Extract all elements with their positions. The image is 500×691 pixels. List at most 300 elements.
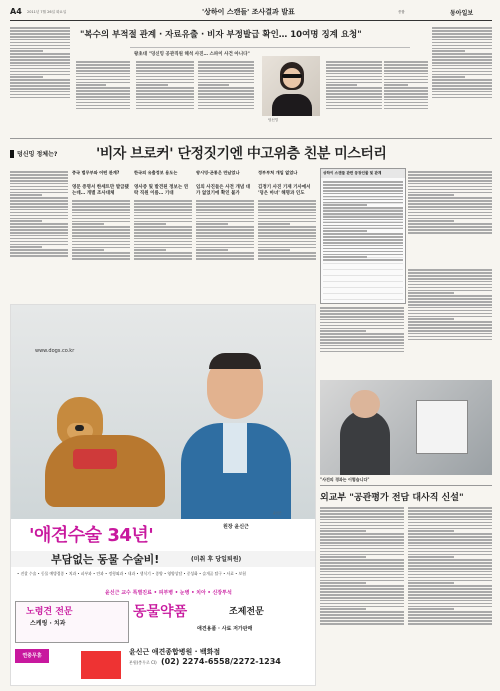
body-text-line — [384, 96, 428, 98]
body-text-line — [10, 232, 68, 234]
body-text-line — [198, 108, 254, 110]
body-text-line — [408, 333, 492, 335]
body-text-line — [320, 307, 404, 309]
body-text-line — [408, 318, 454, 320]
body-text-line — [76, 99, 130, 101]
bottom-story-col-2 — [408, 506, 492, 681]
top-story-col-1 — [76, 60, 130, 132]
body-text-line — [432, 59, 492, 61]
body-text-line — [408, 281, 492, 283]
body-text-line — [320, 533, 404, 535]
body-text-line — [320, 513, 404, 515]
body-text-line — [432, 91, 492, 93]
body-text-line — [320, 322, 404, 324]
body-text-line — [10, 171, 68, 173]
body-text-line — [323, 190, 403, 192]
section-title: '상하이 스캔들' 조사결과 발표 — [202, 8, 295, 16]
body-text-line — [432, 36, 492, 38]
body-text-line — [76, 61, 130, 63]
body-text-line — [432, 85, 492, 87]
body-text-line — [323, 202, 403, 204]
body-text-line — [76, 102, 130, 104]
body-text-line — [408, 542, 492, 544]
body-text-line — [258, 229, 316, 231]
body-text-line — [408, 215, 492, 217]
body-text-line — [196, 244, 254, 246]
body-text-line — [408, 513, 492, 515]
date-line: 2011년 7월 26일 화요일 — [27, 10, 67, 14]
lead-continued-col-1 — [320, 306, 404, 376]
body-text-line — [408, 623, 492, 625]
body-text-line — [408, 525, 492, 527]
body-text-line — [408, 530, 454, 532]
bottom-story-col-1 — [320, 506, 404, 681]
body-text-line — [198, 64, 254, 66]
body-text-line — [432, 42, 492, 44]
body-text-line — [136, 84, 168, 86]
body-text-line — [432, 65, 492, 67]
body-text-line — [136, 82, 194, 84]
body-text-line — [408, 617, 492, 619]
body-text-line — [408, 174, 492, 176]
body-text-line — [408, 183, 492, 185]
body-text-line — [408, 218, 492, 220]
body-text-line — [408, 594, 492, 596]
body-text-line — [320, 585, 404, 587]
body-text-line — [408, 620, 492, 622]
body-text-line — [408, 580, 492, 582]
body-text-line — [72, 252, 130, 254]
body-text-line — [196, 203, 254, 205]
body-text-line — [320, 333, 404, 335]
body-text-line — [258, 238, 316, 240]
body-text-line — [72, 247, 130, 249]
body-text-line — [408, 528, 492, 530]
body-text-line — [408, 189, 492, 191]
body-text-line — [320, 577, 404, 579]
kicker-marker — [10, 150, 14, 158]
body-text-line — [326, 84, 357, 86]
body-text-line — [408, 591, 492, 593]
body-text-line — [323, 236, 403, 238]
body-text-line — [76, 90, 130, 92]
body-text-line — [10, 238, 68, 240]
body-text-line — [408, 324, 492, 326]
body-text-line — [408, 507, 492, 509]
body-text-line — [134, 241, 192, 243]
body-text-line — [196, 232, 254, 234]
body-text-line — [196, 238, 254, 240]
body-text-line — [10, 71, 70, 73]
body-text-line — [134, 226, 192, 228]
body-text-line — [320, 591, 404, 593]
body-text-line — [320, 623, 404, 625]
body-text-line — [432, 71, 492, 73]
body-text-line — [10, 91, 70, 93]
body-text-line — [136, 99, 194, 101]
body-text-line — [196, 223, 228, 225]
body-text-line — [323, 199, 403, 201]
body-text-line — [326, 87, 382, 89]
body-text-line — [408, 562, 492, 564]
body-text-line — [134, 221, 192, 223]
body-text-line — [76, 105, 130, 107]
body-text-line — [136, 102, 194, 104]
body-text-line — [323, 245, 403, 247]
body-text-line — [432, 48, 492, 50]
body-text-line — [76, 82, 130, 84]
body-text-line — [10, 85, 70, 87]
body-text-line — [320, 348, 404, 350]
body-text-line — [198, 73, 254, 75]
body-text-line — [320, 571, 404, 573]
body-text-line — [136, 67, 194, 69]
doctor-illustration — [177, 345, 297, 519]
holiday-text: 연중무휴 — [22, 653, 42, 659]
body-text-line — [10, 252, 68, 254]
body-text-line — [10, 177, 68, 179]
body-text-line — [320, 565, 404, 567]
body-text-line — [408, 539, 492, 541]
body-text-line — [72, 206, 130, 208]
body-text-line — [320, 568, 404, 570]
body-text-line — [258, 223, 290, 225]
body-text-line — [198, 99, 254, 101]
lead-continued-col-2 — [408, 268, 492, 376]
body-text-line — [320, 617, 404, 619]
body-text-line — [408, 226, 492, 228]
body-text-line — [258, 215, 316, 217]
body-text-line — [320, 536, 404, 538]
body-text-line — [432, 53, 492, 55]
body-text-line — [320, 339, 404, 341]
pharmacy-sub: 조제전문 — [229, 607, 264, 617]
body-text-line — [320, 516, 404, 518]
body-text-line — [320, 597, 404, 599]
body-text-line — [10, 65, 70, 67]
page-number: A4 — [10, 7, 22, 16]
pharmacy-head: 동물약품 — [133, 604, 188, 620]
body-text-line — [134, 255, 192, 257]
body-text-line — [408, 290, 492, 292]
body-text-line — [136, 90, 194, 92]
body-text-line — [408, 565, 492, 567]
body-text-line — [258, 247, 316, 249]
body-text-line — [384, 102, 428, 104]
body-text-line — [76, 73, 130, 75]
ad-photo-credit: 윤신근 — [273, 511, 282, 515]
body-text-line — [323, 196, 403, 198]
body-text-line — [134, 247, 192, 249]
body-text-line — [408, 284, 492, 286]
body-text-line — [72, 200, 130, 202]
body-text-line — [72, 235, 130, 237]
question-box-3 — [196, 170, 254, 298]
body-text-line — [320, 582, 366, 584]
body-text-line — [134, 203, 192, 205]
body-text-line — [408, 229, 492, 231]
body-text-line — [408, 316, 492, 318]
body-text-line — [10, 255, 68, 257]
body-text-line — [10, 94, 70, 96]
body-text-line — [320, 539, 404, 541]
body-text-line — [136, 87, 194, 89]
body-text-line — [408, 292, 454, 294]
body-text-line — [408, 545, 492, 547]
body-text-line — [258, 221, 316, 223]
ad-tagline: 부담없는 동물 수술비! — [51, 553, 160, 566]
body-text-line — [10, 241, 68, 243]
body-text-line — [408, 287, 492, 289]
briefing-photo-caption: "사건의 경과는 이렇습니다" — [320, 477, 370, 482]
body-text-line — [72, 212, 130, 214]
body-text-line — [432, 27, 492, 29]
body-text-line — [10, 203, 68, 205]
body-text-line — [408, 336, 492, 338]
body-text-line — [10, 42, 70, 44]
body-text-line — [432, 76, 465, 78]
body-text-line — [10, 186, 68, 188]
body-text-line — [323, 248, 403, 250]
body-text-line — [10, 79, 70, 81]
ad-url[interactable]: www.dogs.co.kr — [35, 348, 75, 354]
body-text-line — [320, 528, 404, 530]
body-text-line — [196, 221, 254, 223]
top-left-column — [10, 26, 70, 134]
body-text-line — [10, 244, 68, 246]
box-1-title: 중국 법무부와 어떤 관계? — [72, 170, 120, 175]
body-text-line — [384, 64, 428, 66]
body-text-line — [408, 533, 492, 535]
body-text-line — [432, 82, 492, 84]
body-text-line — [72, 244, 130, 246]
body-text-line — [408, 180, 492, 182]
body-text-line — [326, 70, 382, 72]
body-text-line — [258, 249, 290, 251]
body-text-line — [72, 232, 130, 234]
box-4-title: 정부부처 개입 없었나 — [258, 170, 298, 175]
body-text-line — [320, 345, 404, 347]
body-text-line — [76, 84, 106, 86]
body-text-line — [323, 259, 403, 261]
body-text-line — [384, 67, 428, 69]
body-text-line — [408, 278, 492, 280]
body-text-line — [384, 84, 408, 86]
body-text-line — [326, 93, 382, 95]
body-text-line — [134, 209, 192, 211]
body-text-line — [10, 218, 68, 220]
page-header — [10, 6, 492, 20]
body-text-line — [10, 180, 68, 182]
body-text-line — [323, 181, 403, 183]
ad-services: • 진찰 수술 • 동물 예방접종 • 치과 • 피부과 • 안과 • 정형외과 • 내과 • 생식기 • 종양 • 영양상담 • 중성화 • 슬개골 탈구 • 사료 • 보험 — [17, 571, 246, 576]
ad-tagline-bar — [11, 551, 315, 567]
body-text-line — [10, 194, 42, 196]
body-text-line — [258, 209, 316, 211]
body-text-line — [10, 48, 70, 50]
top-story-col-4 — [326, 60, 382, 132]
body-text-line — [136, 93, 194, 95]
bottom-story-rule — [320, 485, 492, 486]
body-text-line — [198, 82, 254, 84]
body-text-line — [408, 232, 492, 234]
body-text-line — [326, 64, 382, 66]
body-text-line — [408, 585, 492, 587]
body-text-line — [10, 249, 68, 251]
body-text-line — [432, 68, 492, 70]
section-tag: 종합 — [398, 10, 405, 14]
body-text-line — [10, 235, 68, 237]
body-text-line — [320, 545, 404, 547]
body-text-line — [258, 244, 316, 246]
body-text-line — [320, 608, 366, 610]
body-text-line — [408, 313, 492, 315]
body-text-line — [136, 96, 194, 98]
body-text-line — [10, 56, 70, 58]
lead-left-column — [10, 170, 68, 298]
body-text-line — [408, 192, 492, 194]
bottom-story-headline: 외교부 "공관평가 전담 대사직 신설" — [320, 493, 464, 503]
box-2-title: 한국의 유출정보 용도는 — [134, 170, 178, 175]
body-text-line — [408, 516, 492, 518]
lead-right-column — [408, 170, 492, 265]
body-text-line — [323, 242, 403, 244]
body-text-line — [10, 62, 70, 64]
body-text-line — [198, 93, 254, 95]
body-text-line — [76, 67, 130, 69]
body-text-line — [76, 93, 130, 95]
body-text-line — [408, 548, 492, 550]
body-text-line — [320, 603, 404, 605]
body-text-line — [320, 548, 404, 550]
body-text-line — [320, 614, 404, 616]
body-text-line — [10, 246, 42, 248]
body-text-line — [408, 212, 492, 214]
body-text-line — [323, 204, 367, 206]
body-text-line — [134, 200, 192, 202]
body-text-line — [320, 551, 404, 553]
body-text-line — [320, 336, 404, 338]
body-text-line — [408, 330, 492, 332]
body-text-line — [408, 272, 492, 274]
body-text-line — [408, 568, 492, 570]
body-text-line — [384, 79, 428, 81]
body-text-line — [432, 79, 492, 81]
body-text-line — [196, 200, 254, 202]
body-text-line — [326, 79, 382, 81]
top-story-subhead: 왕초대 "덩신밍 공관직원 해석 사진… 스파이 사건 아니다" — [134, 52, 250, 57]
body-text-line — [432, 39, 492, 41]
body-text-line — [408, 298, 492, 300]
body-text-line — [323, 222, 403, 224]
ad-photo — [11, 305, 315, 519]
body-text-line — [258, 200, 316, 202]
body-text-line — [10, 74, 70, 76]
body-text-line — [320, 316, 404, 318]
body-text-line — [72, 258, 130, 260]
body-text-line — [136, 105, 194, 107]
body-text-line — [10, 45, 70, 47]
body-text-line — [10, 206, 68, 208]
body-text-line — [10, 39, 70, 41]
body-text-line — [326, 96, 382, 98]
body-text-line — [384, 87, 428, 89]
top-story-col-3 — [198, 60, 254, 132]
body-text-line — [136, 76, 194, 78]
masthead: 동아일보 — [450, 10, 474, 17]
body-text-line — [408, 536, 492, 538]
body-text-line — [198, 96, 254, 98]
body-text-line — [196, 206, 254, 208]
body-text-line — [320, 580, 404, 582]
body-text-line — [408, 559, 492, 561]
body-text-line — [408, 200, 492, 202]
question-box-2 — [134, 170, 192, 298]
body-text-line — [10, 76, 43, 78]
body-text-line — [72, 221, 130, 223]
body-text-line — [408, 606, 492, 608]
body-text-line — [408, 510, 492, 512]
body-text-line — [408, 321, 492, 323]
body-text-line — [384, 73, 428, 75]
top-story-bottom-rule — [10, 138, 492, 139]
hospital-address: 본원(충무로 CI) — [129, 660, 157, 665]
body-text-line — [196, 252, 254, 254]
body-text-line — [258, 226, 316, 228]
body-text-line — [10, 36, 70, 38]
senior-dog-box — [15, 601, 129, 643]
body-text-line — [10, 97, 70, 99]
top-story-col-2 — [136, 60, 194, 132]
body-text-line — [408, 220, 454, 222]
body-text-line — [408, 310, 492, 312]
body-text-line — [258, 235, 316, 237]
body-text-line — [196, 209, 254, 211]
body-text-line — [408, 269, 492, 271]
lead-headline: '비자 브로커' 단정짓기엔 中고위층 친분 미스터리 — [96, 146, 387, 162]
ad-promo: 윤신근 교수 특별진료 • 피부병 • 눈병 • 치아 • 신장투석 — [105, 590, 232, 596]
body-text-line — [326, 61, 382, 63]
holiday-badge — [15, 649, 49, 663]
body-text-line — [384, 82, 428, 84]
body-text-line — [198, 105, 254, 107]
ad-slogan: '애견수술 34년' — [29, 525, 154, 546]
body-text-line — [136, 108, 194, 110]
header-rule — [10, 20, 492, 21]
body-text-line — [10, 183, 68, 185]
top-right-column — [432, 26, 492, 134]
body-text-line — [134, 244, 192, 246]
body-text-line — [384, 105, 428, 107]
portrait-caption: 덩신밍 — [268, 118, 279, 122]
body-text-line — [408, 597, 492, 599]
body-text-line — [258, 241, 316, 243]
body-text-line — [320, 606, 404, 608]
body-text-line — [10, 200, 68, 202]
body-text-line — [196, 229, 254, 231]
body-text-line — [320, 562, 404, 564]
body-text-line — [326, 90, 382, 92]
body-text-line — [320, 525, 404, 527]
body-text-line — [10, 209, 68, 211]
body-text-line — [408, 574, 492, 576]
relations-table-title: 상하이 스캔들 관련 등장인물 및 관계 — [321, 169, 405, 178]
body-text-line — [323, 256, 367, 258]
body-text-line — [408, 197, 492, 199]
body-text-line — [323, 251, 403, 253]
body-text-line — [432, 94, 492, 96]
body-text-line — [323, 213, 403, 215]
